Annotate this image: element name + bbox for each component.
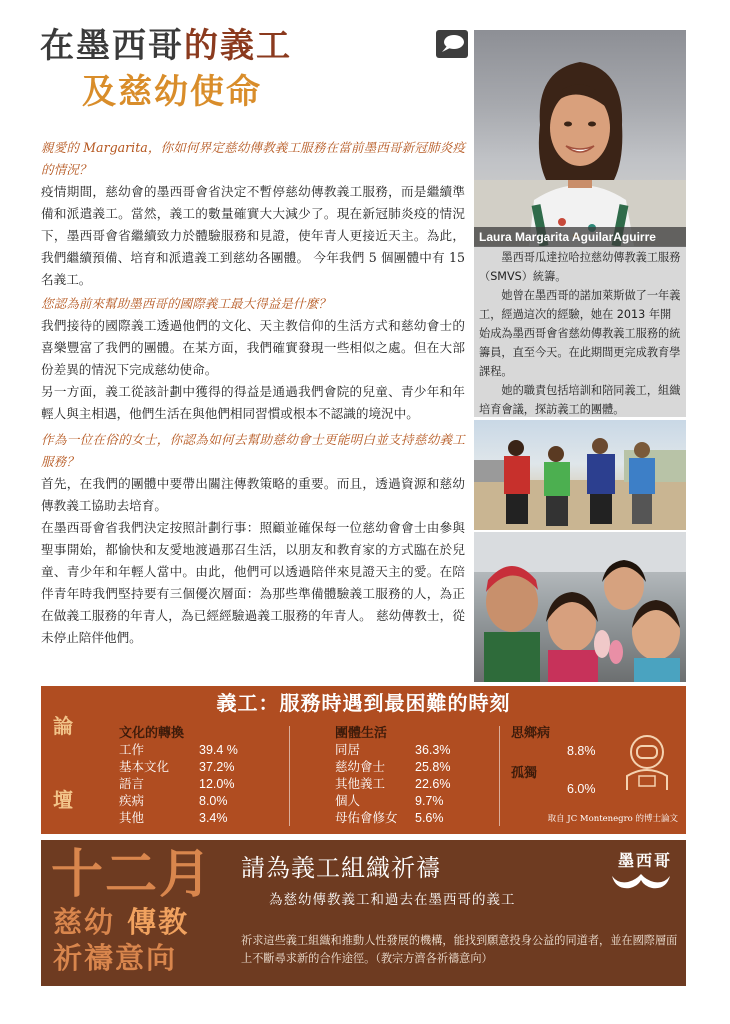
answer-3a: 首先，在我們的團體中要帶出關注傳教策略的重要。而且，透過資源和慈幼傳教義工協助去培育。	[41, 476, 465, 513]
page-title-line1	[40, 26, 292, 66]
mustache-icon	[610, 870, 672, 892]
dec-word-mission: 傳教	[127, 905, 190, 939]
december-prayer-box	[41, 840, 686, 986]
forum-label-top: 論	[53, 714, 73, 738]
stat-value: 5.6%	[415, 811, 444, 825]
stats-title: 義工：服務時遇到最困難的時刻	[216, 691, 511, 715]
children-photo	[474, 532, 686, 682]
forum-stats-panel	[41, 686, 686, 834]
stat-row	[335, 794, 444, 809]
col3-heading-homesick: 思鄉病	[511, 726, 551, 741]
stat-label: 工作	[119, 743, 145, 757]
column-divider	[289, 726, 290, 826]
stat-row	[335, 811, 444, 826]
stat-value-homesick: 8.8%	[567, 744, 596, 758]
country-label: 墨西哥	[617, 851, 672, 870]
stat-row	[335, 760, 451, 775]
stat-row	[119, 743, 238, 758]
bio-paragraph: 她曾在墨西哥的諾加萊斯做了一年義工，經過這次的經驗，她在 2013 年開始成為墨西哥會省慈幼傳教義工服務的統籌員，直至今天。在此期間更完成教育學課程。	[479, 289, 681, 378]
forum-label-bottom: 壇	[53, 788, 73, 812]
stat-label: 慈幼會士	[335, 760, 386, 774]
stat-label: 個人	[335, 794, 361, 808]
col3-heading-loneliness: 孤獨	[511, 766, 538, 781]
title-part2: 的義工	[184, 26, 292, 66]
answer-2a: 我們接待的國際義工透過他們的文化、天主教信仰的生活方式和慈幼會士的喜樂豐富了我們的團體。在某方面，我們確實發現一些相似之處。但在大部份差異的情況下完成慈幼使命。	[41, 318, 465, 377]
stat-value: 39.4 %	[199, 743, 238, 757]
december-line3: 祈禱意向	[53, 941, 178, 975]
portrait-illustration	[474, 30, 686, 246]
stat-label: 其他義工	[335, 777, 386, 791]
stats-credit: 取自 JC Montenegro 的博士論文	[547, 814, 678, 824]
question-1: 親愛的 Margarita，你如何界定慈幼傳教義工服務在當前墨西哥新冠肺炎疫的情況？	[41, 140, 465, 177]
stat-row	[119, 777, 235, 792]
speech-bubble-icon	[436, 30, 468, 58]
title-part1: 在墨西哥	[40, 26, 184, 66]
december-month: 十二月	[51, 845, 214, 905]
children-illustration	[474, 532, 686, 682]
column-divider	[499, 726, 500, 826]
stat-value: 22.6%	[415, 777, 451, 791]
stat-row	[335, 743, 451, 758]
question-3: 作為一位在俗的女士，你認為如何去幫助慈幼會士更能明白並支持慈幼義工服務？	[41, 432, 465, 469]
stat-value: 37.2%	[199, 760, 235, 774]
answer-3b: 在墨西哥會省我們決定按照計劃行事：照顧並確保每一位慈幼會會士由參與聖事開始，都愉快和友愛地渡過那召生活，以朋友和教育家的方式臨在於兒童、青少年和年輕人當中。由此，他們可以透過陪伴來見證天主的愛。在陪伴青年時我們堅持要有三個優次層面：為那些準備體驗義工服務的人，為正在做義工服務的年青人，為已經經驗過義工服務的年青人。 慈幼傳教士，從未停止陪伴他們。	[41, 520, 465, 645]
stat-label: 同居	[335, 743, 361, 757]
stat-value: 9.7%	[415, 794, 444, 808]
stat-label: 疾病	[119, 794, 145, 808]
stat-label: 語言	[119, 777, 145, 791]
answer-2b: 另一方面，義工從該計劃中獲得的得益是通過我們會院的兒童、青少年和年輕人與主相遇，他們生活在與他們相同習慣或根本不認識的境況中。	[41, 384, 465, 421]
december-line2	[53, 904, 189, 940]
stat-label: 其他	[119, 811, 145, 825]
stat-value: 36.3%	[415, 743, 451, 757]
group-photo	[474, 420, 686, 530]
stat-row	[119, 794, 228, 809]
stat-value: 3.4%	[199, 811, 228, 825]
bio-paragraph: 墨西哥瓜達拉哈拉慈幼傳教義工服務（SMVS）統籌。	[479, 251, 681, 283]
prayer-heading: 請為義工組織祈禱	[241, 854, 441, 882]
bio-box	[474, 247, 686, 417]
stat-row	[119, 760, 235, 775]
interview-article	[41, 137, 465, 649]
group-illustration	[474, 420, 686, 530]
stat-label: 基本文化	[119, 760, 170, 774]
bio-paragraph: 她的職責包括培訓和陪同義工，組織培育會議，探訪義工的團體。	[479, 384, 681, 416]
stat-value: 12.0%	[199, 777, 235, 791]
stat-value-loneliness: 6.0%	[567, 782, 596, 796]
page-title-line2: 及慈幼使命	[82, 72, 262, 112]
answer-1: 疫情期間，慈幼會的墨西哥會省決定不暫停慈幼傳教義工服務，而是繼續準備和派遣義工。當然，義工的數量確實大大減少了。現在新冠肺炎疫的情況下，墨西哥會省繼續致力於體驗服務和見證，使年青人更接近天主。為此，我們繼續預備、培育和派遣義工到慈幼各團體。 今年我們 5 個團體中有 15 名義工。	[41, 184, 465, 287]
dec-word-salesian: 慈幼	[53, 905, 116, 939]
prayer-body: 祈求這些義工組織和推動人性發展的機構，能找到願意投身公益的同道者，並在國際層面上不斷尋求新的合作途徑。（教宗方濟各祈禱意向）	[241, 934, 678, 965]
stat-label: 母佑會修女	[335, 811, 398, 825]
stat-row	[119, 811, 228, 826]
portrait-photo	[474, 30, 686, 246]
question-2: 您認為前來幫助墨西哥的國際義工最大得益是什麼？	[41, 296, 331, 311]
prayer-subheading: 為慈幼傳教義工和過去在墨西哥的義工	[269, 892, 516, 908]
portrait-caption: Laura Margarita AguilarAguirre	[474, 227, 686, 247]
astronaut-icon	[619, 730, 675, 792]
stat-value: 8.0%	[199, 794, 228, 808]
col1-heading: 文化的轉換	[119, 726, 185, 741]
stat-value: 25.8%	[415, 760, 451, 774]
col2-heading: 團體生活	[335, 726, 388, 741]
stat-row	[335, 777, 451, 792]
